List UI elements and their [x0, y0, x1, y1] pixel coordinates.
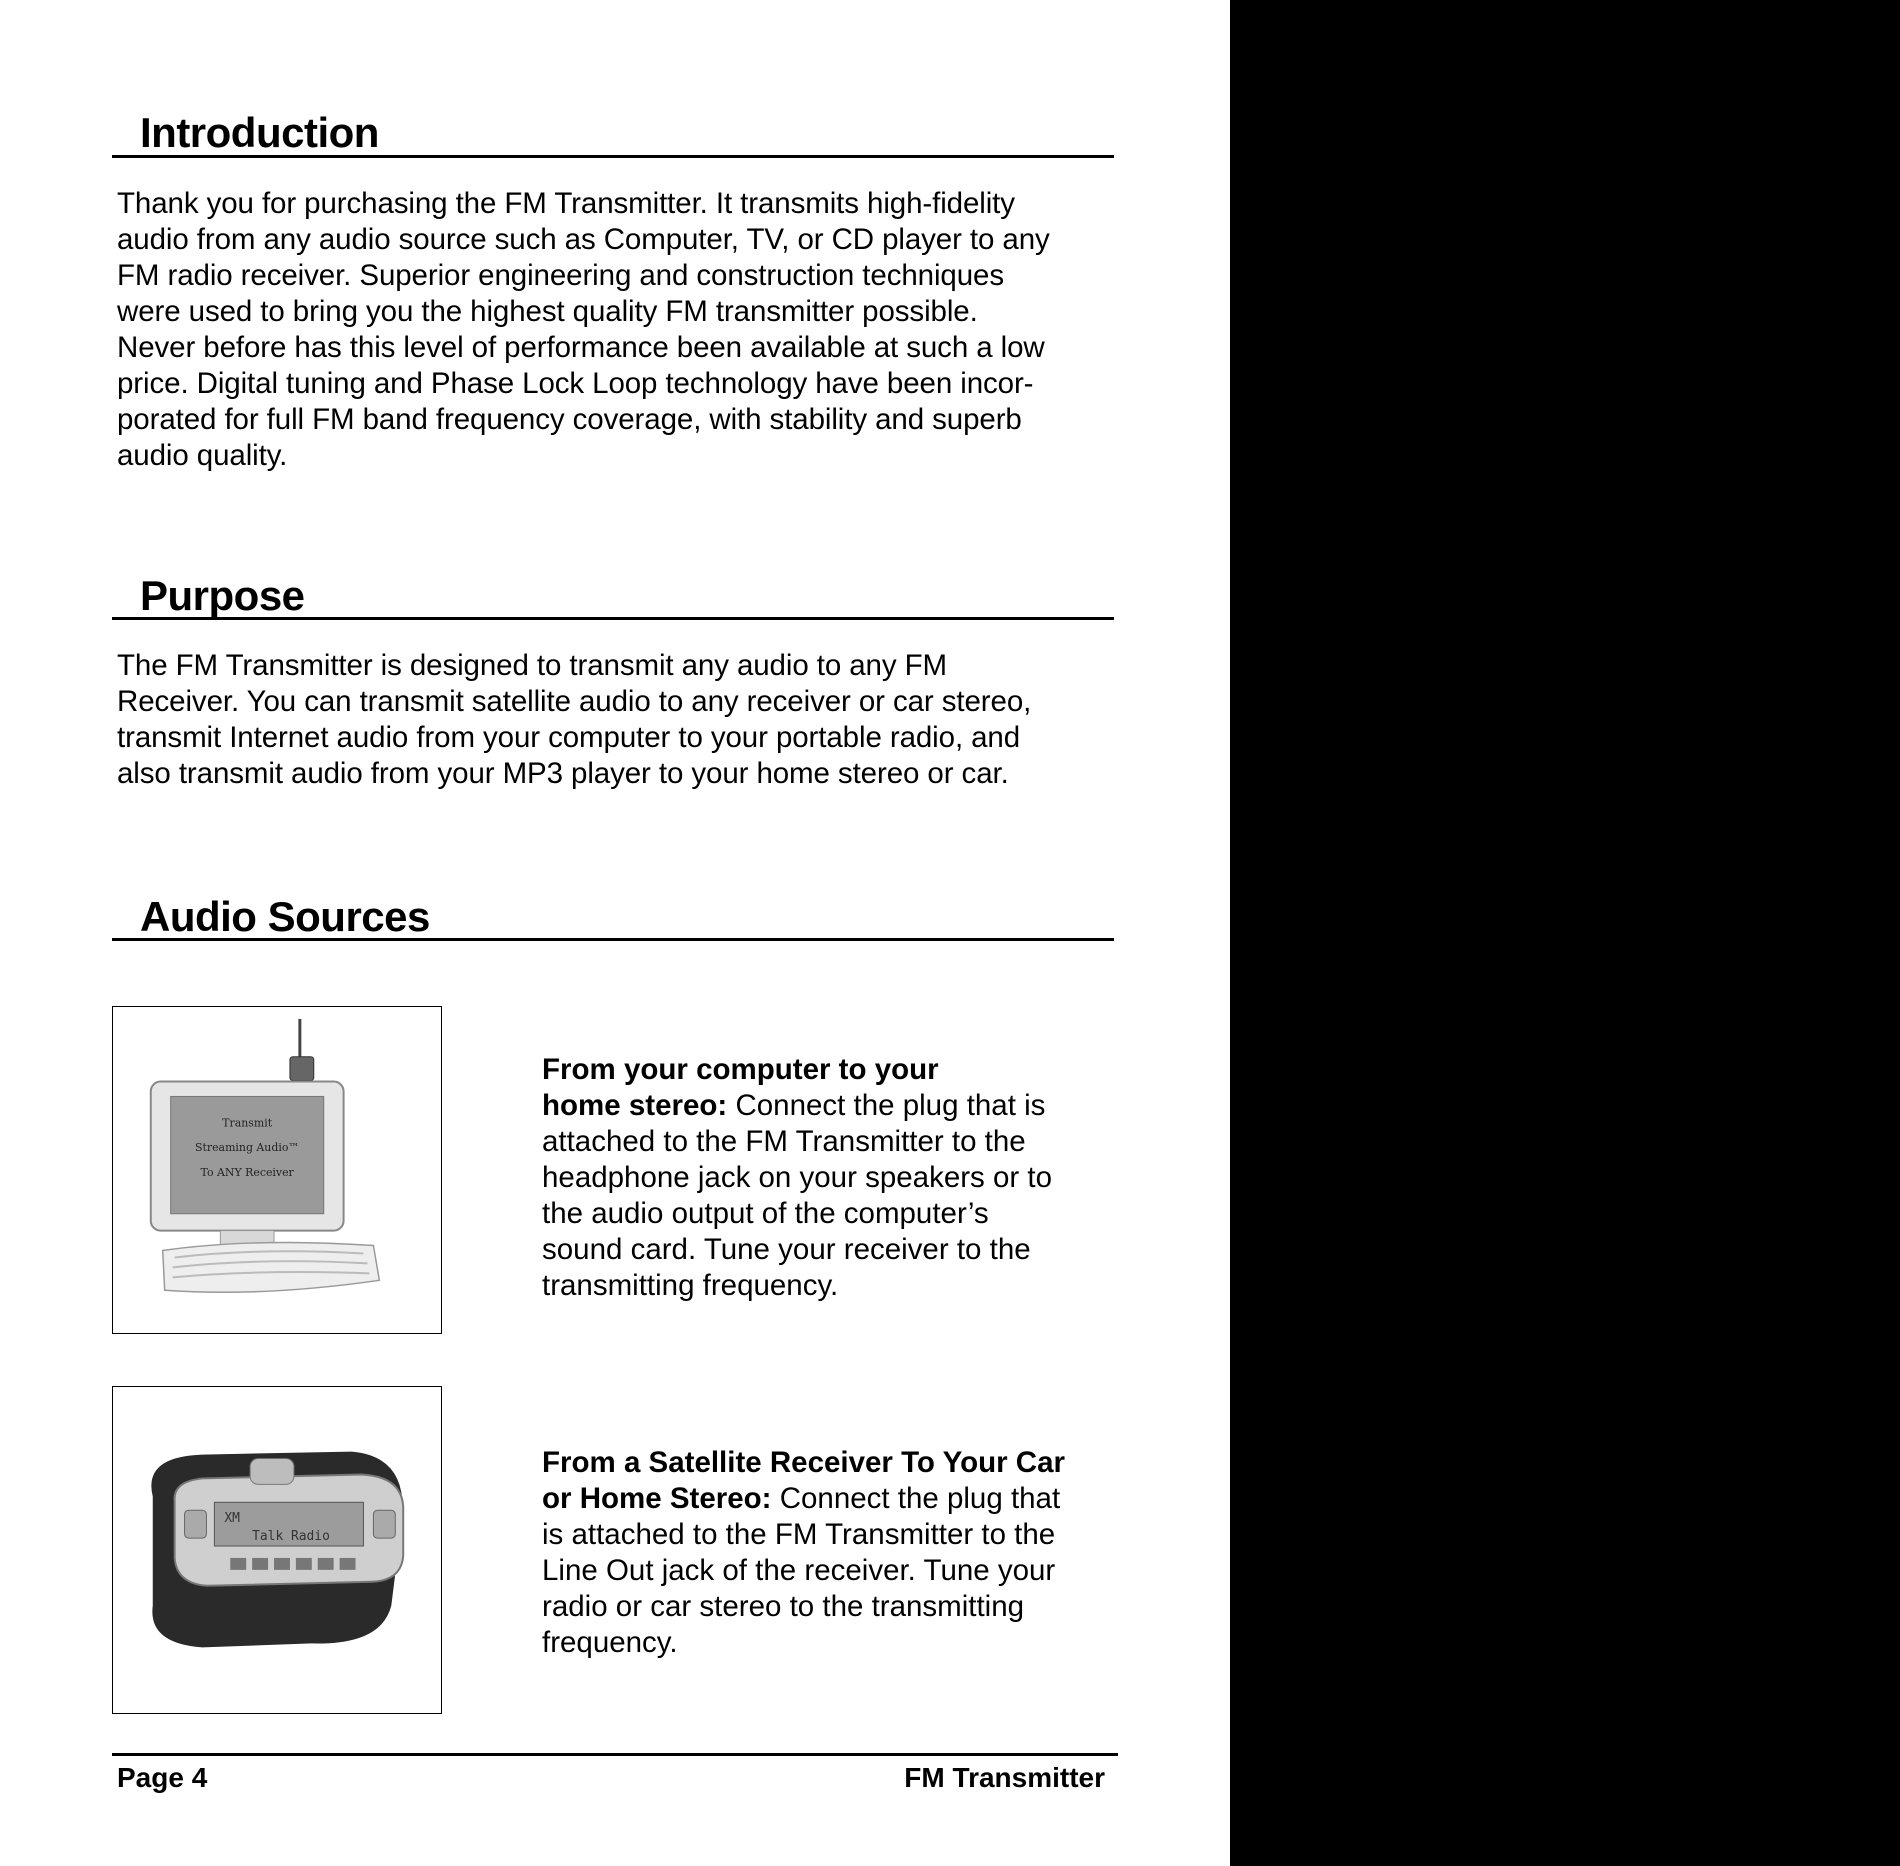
satellite-source-text: is attached to the FM Transmitter to the — [542, 1518, 1056, 1551]
introduction-line: audio quality. — [117, 439, 288, 472]
introduction-line: Thank you for purchasing the FM Transmitter. It transmits high-fidelity — [117, 187, 1015, 220]
satellite-source-heading: From a Satellite Receiver To Your Car — [542, 1446, 1065, 1479]
purpose-line: The FM Transmitter is designed to transmit any audio to any FM — [117, 649, 947, 682]
purpose-line: Receiver. You can transmit satellite audio to any receiver or car stereo, — [117, 685, 1032, 718]
introduction-heading: Introduction — [140, 109, 379, 156]
monitor-screen-text: Transmit — [222, 1116, 273, 1130]
computer-source-description — [542, 1052, 1112, 1304]
satellite-receiver-figure — [112, 1386, 442, 1714]
satellite-source-heading: or Home Stereo: — [542, 1482, 772, 1515]
computer-source-text: Connect the plug that is — [727, 1089, 1046, 1122]
satellite-source-text: frequency. — [542, 1626, 678, 1659]
receiver-display-text: Talk Radio — [252, 1529, 330, 1545]
introduction-line: price. Digital tuning and Phase Lock Loop technology have been incor- — [117, 367, 1034, 400]
introduction-line: audio from any audio source such as Computer, TV, or CD player to any — [117, 223, 1050, 256]
computer-source-text: transmitting frequency. — [542, 1269, 839, 1302]
satellite-source-description — [542, 1445, 1112, 1661]
computer-monitor-illustration — [113, 1007, 441, 1333]
purpose-heading: Purpose — [140, 572, 305, 619]
purpose-line: also transmit audio from your MP3 player to your home stereo or car. — [117, 757, 1009, 790]
purpose-rule — [112, 617, 1114, 620]
satellite-receiver-illustration — [113, 1387, 441, 1713]
introduction-paragraph — [117, 186, 1117, 474]
introduction-rule — [112, 155, 1114, 158]
computer-source-heading: From your computer to your — [542, 1053, 939, 1086]
computer-monitor-figure — [112, 1006, 442, 1334]
introduction-line: porated for full FM band frequency coverage, with stability and superb — [117, 403, 1022, 436]
purpose-paragraph — [117, 648, 1117, 792]
footer-document-title: FM Transmitter — [904, 1762, 1105, 1793]
monitor-screen-text: To ANY Receiver — [200, 1165, 294, 1179]
satellite-source-text: radio or car stereo to the transmitting — [542, 1590, 1025, 1623]
satellite-source-text: Line Out jack of the receiver. Tune your — [542, 1554, 1056, 1587]
footer-page-number: Page 4 — [117, 1762, 208, 1793]
audio-sources-rule — [112, 938, 1114, 941]
introduction-line: were used to bring you the highest quality FM transmitter possible. — [117, 295, 978, 328]
introduction-line: FM radio receiver. Superior engineering and construction techniques — [117, 259, 1005, 292]
computer-source-text: sound card. Tune your receiver to the — [542, 1233, 1031, 1266]
monitor-screen-text: Streaming Audio™ — [195, 1141, 300, 1155]
computer-source-text: headphone jack on your speakers or to — [542, 1161, 1053, 1194]
computer-source-text: attached to the FM Transmitter to the — [542, 1125, 1026, 1158]
receiver-display-text: XM — [224, 1511, 240, 1527]
satellite-source-text: Connect the plug that — [771, 1482, 1061, 1515]
computer-source-heading: home stereo: — [542, 1089, 728, 1122]
computer-source-text: the audio output of the computer’s — [542, 1197, 989, 1230]
footer-rule — [112, 1753, 1118, 1756]
purpose-line: transmit Internet audio from your computer to your portable radio, and — [117, 721, 1021, 754]
audio-sources-heading: Audio Sources — [140, 893, 430, 940]
introduction-line: Never before has this level of performance been available at such a low — [117, 331, 1045, 364]
